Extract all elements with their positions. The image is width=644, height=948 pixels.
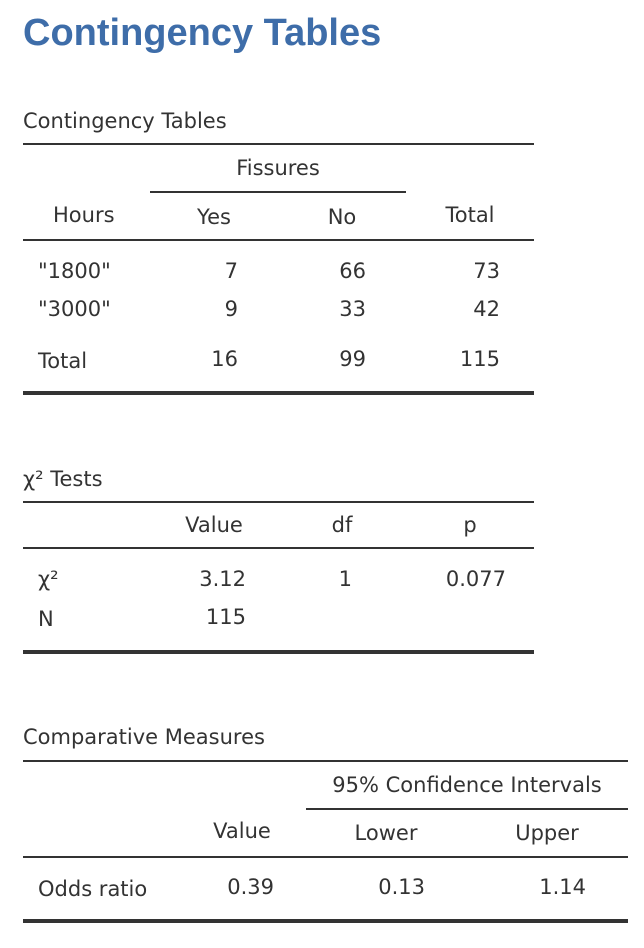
column-header-df: df [331,513,353,537]
table-top-rule [23,760,628,762]
cell-total-yes: 16 [211,347,238,371]
row-label-n: N [38,607,54,631]
header-bottom-rule [23,856,628,858]
table-top-rule [23,501,534,503]
column-header-value: Value [213,819,271,843]
cell-chi-square-df: 1 [338,567,352,591]
contingency-table-caption: Contingency Tables [23,109,227,133]
hours-column-header: Hours [53,203,115,227]
cell-chi-square-value: 3.12 [199,567,246,591]
row-label-chi-square: χ² [38,567,59,591]
cell-odds-ratio-value: 0.39 [227,875,274,899]
cell-3000-total: 42 [473,297,500,321]
cell-odds-ratio-upper: 1.14 [539,875,586,899]
column-header-p: p [463,513,477,537]
group-header-rule [150,191,406,193]
cell-total-total: 115 [459,347,500,371]
column-header-upper: Upper [515,821,579,845]
cell-chi-square-p: 0.077 [445,567,506,591]
row-label-total: Total [38,349,88,373]
column-header-no: No [327,205,357,229]
table-bottom-rule [23,650,534,654]
cell-odds-ratio-lower: 0.13 [378,875,425,899]
table-bottom-rule [23,919,628,923]
cell-1800-yes: 7 [224,259,238,283]
column-header-lower: Lower [354,821,418,845]
cell-1800-total: 73 [473,259,500,283]
cell-total-no: 99 [339,347,366,371]
page-title: Contingency Tables [23,12,382,54]
cell-n-value: 115 [205,605,246,629]
fissures-group-header: Fissures [236,156,320,180]
chi-square-tests-caption: χ² Tests [23,467,103,491]
column-header-total: Total [445,203,495,227]
group-header-rule [306,808,628,810]
header-bottom-rule [23,547,534,549]
header-bottom-rule [23,239,534,241]
cell-3000-no: 33 [339,297,366,321]
confidence-intervals-group-header: 95% Confidence Intervals [332,773,602,797]
column-header-value: Value [185,513,243,537]
row-label-1800: "1800" [38,259,111,283]
row-label-3000: "3000" [38,297,111,321]
comparative-measures-caption: Comparative Measures [23,725,265,749]
cell-3000-yes: 9 [224,297,238,321]
column-header-yes: Yes [197,205,231,229]
cell-1800-no: 66 [339,259,366,283]
row-label-odds-ratio: Odds ratio [38,877,148,901]
table-top-rule [23,143,534,145]
table-bottom-rule [23,391,534,395]
